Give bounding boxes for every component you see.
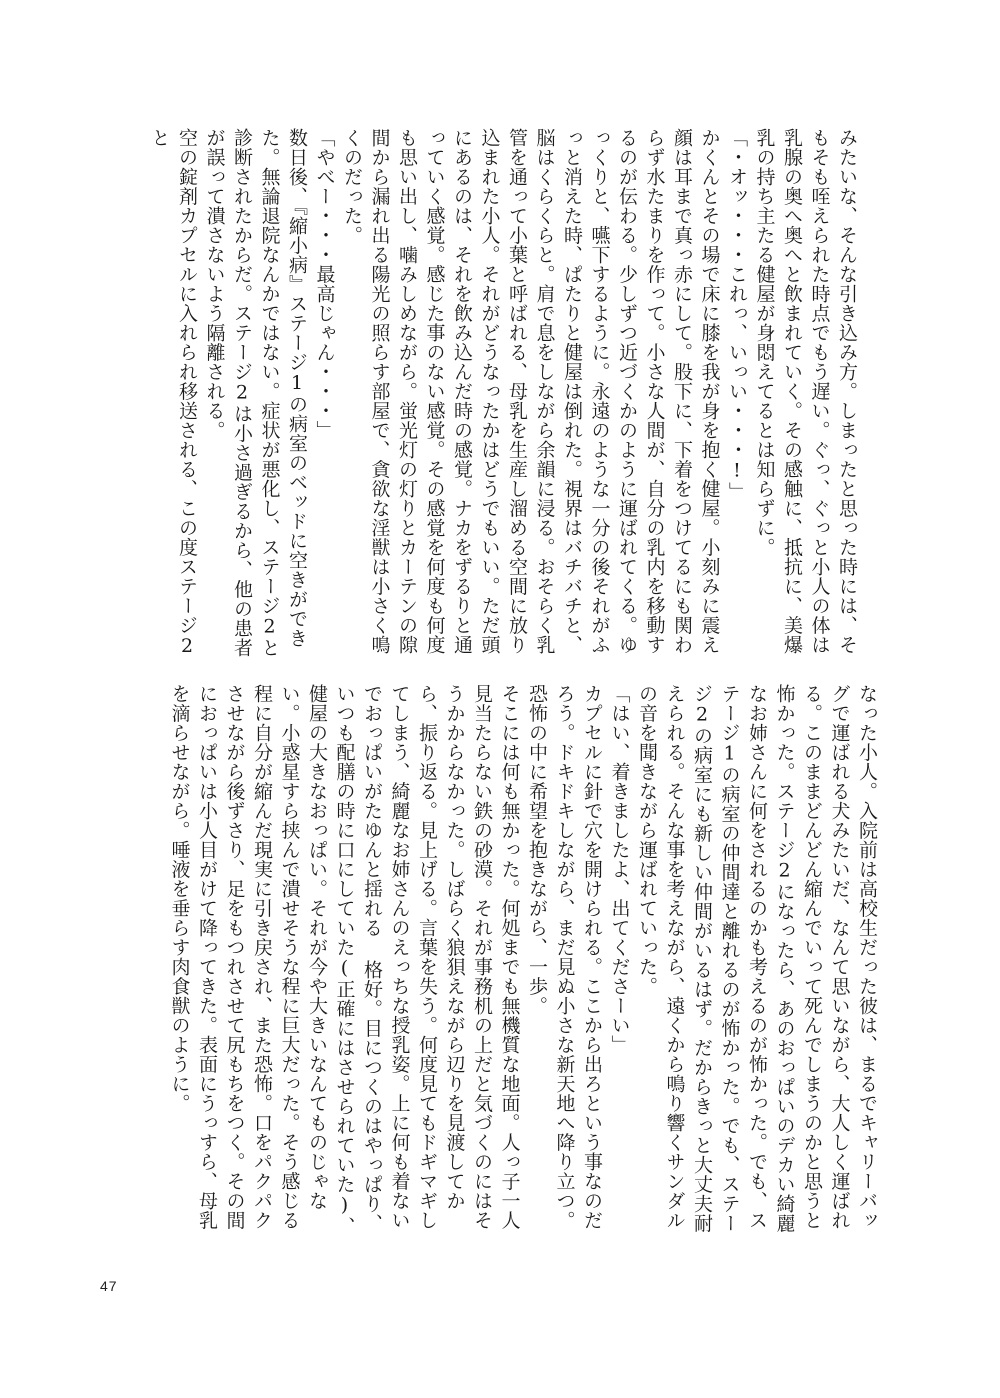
top-text-block (100, 128, 860, 664)
bottom-text-block (100, 684, 880, 1242)
paragraph: 「・オッ・・・これっ、いっい・・・!」 (726, 128, 748, 502)
paragraph: カプセルに針で穴を開けられる。ここから出ろという事なのだろう。ドキドキしながら、まだ見ぬ小さな新天地へ降り立つ。恐怖の中に希望を抱きながら、一歩。 (526, 684, 603, 1230)
paragraph: 空の錠剤カプセルに入れられ移送される、この度ステージ2と (148, 128, 198, 658)
paragraph: なった小人。入院前は高校生だった彼は、まるでキャリーバッグで運ばれる犬みたいだ、なんて思いながら、大人しく運ばれる。このままどんどん縮んでいって死んでしまうのかと思うと怖かった。ステージ2になったら、あのおっぱいのデカい綺麗なお姉さんに何をされるのかも考えるのが怖かった。でも、ステージ1の病室の仲間達と離れるのが怖かった。でも、ステージ2の病室にも新しい仲間がいるはず。だからきっと大丈夫耐えられる。そんな事を考えながら、遠くから鳴り響くサンダルの音を聞きながら運ばれていった。 (636, 684, 878, 1233)
page-number: 47 (100, 1278, 118, 1294)
paragraph: 「やべー・・・最高じゃん・・・」 (313, 128, 336, 440)
paragraph: そこには何も無かった。何処までも無機質な地面。人っ子一人見当たらない鉄の砂漠。それが事務机の上だと気づくのにはそうかからなかった。しばらく狼狽えながら辺りを見渡してから、振り返る。見上げる。言葉を失う。何度見てもドギマギしてしまう、綺麗なお姉さんのえっちな授乳姿。上に何も着ないでおっぱいがたゆんと揺れる 格好。目につくのはやっぱり、いつも配膳の時に口にしていた(正確にはさせられていた)、健屋の大きなおっぱい。それが今や大きいなんてものじゃない。小惑星すら挟んで潰せそうな程に巨大だった。そう感じる程に自分が縮んだ現実に引き戻され、また恐怖。口をパクパクさせながら後ずさり、足をもつれさせて尻もちをつく。その間におっぱいは小人目がけて降ってきた。表面にうっすら、母乳を滴らせながら。唾液を垂らす肉食獣のように。 (168, 684, 521, 1236)
paragraph: かくんとその場で床に膝を我が身を抱く健屋。小刻みに震え顔は耳まで真っ赤にして。股下に、下着をつけてるにも関わらず水たまりを作って。小さな人間が、自分の乳内を移動するのが伝わる。少しずつ近づくかのように運ばれてくる。ゆっくりと、嚥下するように。永遠のような一分の後それがふっと消えた時、ぱたりと健屋は倒れた。視界はバチバチと、脳はくらくらと。肩で息をしながら余韻に浸る。おそらく乳管を通って小葉と呼ばれる、母乳を生産し溜める空間に放り込まれた小人。それがどうなったかはどうでもいい。ただ頭にあるのは、それを飲み込んだ時の感覚。ナカをずるりと通っていく感覚。感じた事のない感覚。その感覚を何度も何度も思い出し、噛みしめながら。蛍光灯の灯りとカーテンの隙間から漏れ出る陽光の照らす部屋で、貪欲な淫獣は小さく鳴くのだった。 (341, 128, 721, 655)
paragraph: みたいな、そんな引き込み方。しまったと思った時には、そもそも咥えられた時点でもう遅い。ぐっ、ぐっと小人の体は乳腺の奥へ奥へと飲まれていく。その感触に、抵抗に、美爆乳の持ち主たる健屋が身悶えてるとは知らずに。 (753, 128, 858, 655)
paragraph: 数日後、『縮小病』ステージ1の病室のベッドに空きができた。無論退院なんかではない。症状が悪化し、ステージ2と診断されたからだ。ステージ2は小さ過ぎるから、他の患者が誤って潰さないよう隔離される。 (203, 128, 308, 658)
paragraph: 「はい、着きましたよ、出てくださーい」 (608, 684, 631, 1055)
